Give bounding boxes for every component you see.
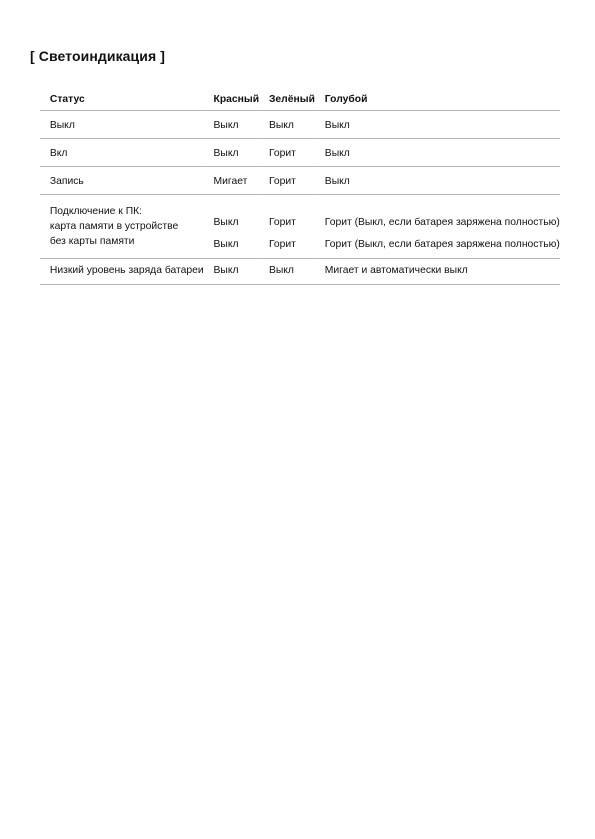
cell-red: Мигает <box>204 167 259 195</box>
led-status-table <box>40 88 560 285</box>
cell-red <box>204 195 259 259</box>
header-status: Статус <box>40 88 204 111</box>
header-green: Зелёный <box>259 88 315 111</box>
pc-nocard-green: Горит <box>268 238 296 250</box>
table-row-off <box>40 111 560 139</box>
cell-status: Запись <box>40 167 204 195</box>
pc-connection-label: Подключение к ПК: <box>49 204 143 217</box>
cell-green <box>259 195 315 259</box>
cell-status <box>40 195 204 259</box>
cell-green: Выкл <box>259 111 315 139</box>
pc-card-red: Выкл <box>213 216 239 228</box>
cell-status: Низкий уровень заряда батареи <box>40 259 204 285</box>
cell-green: Выкл <box>259 259 315 285</box>
cell-status: Вкл <box>40 139 204 167</box>
table-row-low-battery <box>40 259 560 285</box>
cell-blue: Мигает и автоматически выкл <box>315 259 560 285</box>
cell-green: Горит <box>259 167 315 195</box>
pc-card-green: Горит <box>268 216 296 228</box>
pc-nocard-blue: Горит (Выкл, если батарея заряжена полностью) <box>324 238 560 250</box>
cell-blue: Выкл <box>315 139 560 167</box>
header-red: Красный <box>204 88 259 111</box>
pc-card-blue: Горит (Выкл, если батарея заряжена полностью) <box>324 216 560 228</box>
table-row-pc-connection <box>40 195 560 259</box>
table-row-recording <box>40 167 560 195</box>
cell-blue: Выкл <box>315 167 560 195</box>
pc-nocard-red: Выкл <box>213 238 239 250</box>
table-header-row <box>40 88 560 111</box>
pc-card-in-device-label: карта памяти в устройстве <box>49 219 179 232</box>
cell-red: Выкл <box>204 259 259 285</box>
table-row-on <box>40 139 560 167</box>
pc-no-card-label: без карты памяти <box>49 234 135 247</box>
header-blue: Голубой <box>315 88 560 111</box>
cell-status: Выкл <box>40 111 204 139</box>
cell-red: Выкл <box>204 139 259 167</box>
cell-green: Горит <box>259 139 315 167</box>
cell-blue: Выкл <box>315 111 560 139</box>
page-title: [ Светоиндикация ] <box>30 48 165 64</box>
cell-blue <box>315 195 560 259</box>
cell-red: Выкл <box>204 111 259 139</box>
